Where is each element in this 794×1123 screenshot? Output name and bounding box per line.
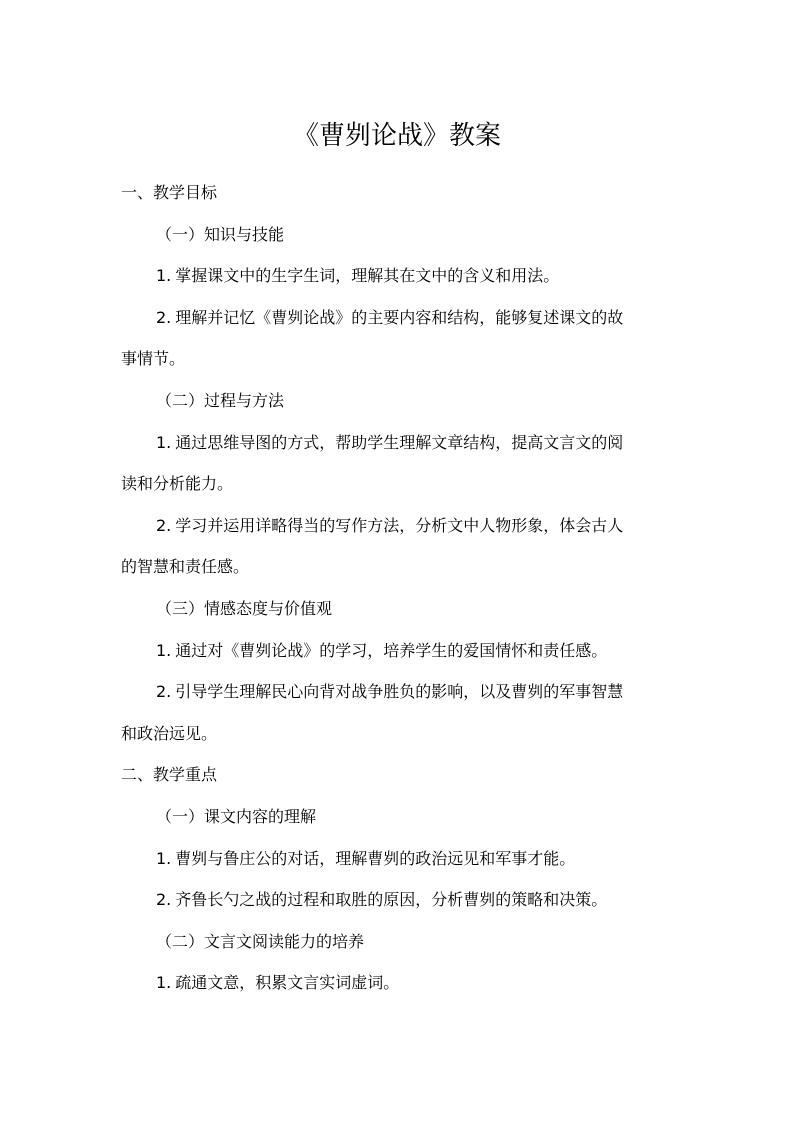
list-item [156, 306, 681, 330]
list-item [156, 514, 681, 538]
item-text-continuation: 读和分析能力。 [121, 474, 234, 493]
item-number: 2. [156, 890, 172, 909]
item-text: 引导学生理解民心向背对战争胜负的影响，以及曹刿的军事智慧 [175, 682, 624, 701]
item-text: 疏通文意，积累文言实词虚词。 [175, 973, 400, 992]
list-item [156, 264, 681, 288]
item-text: 曹刿与鲁庄公的对话，理解曹刿的政治远见和军事才能。 [175, 849, 576, 868]
item-text: 通过思维导图的方式，帮助学生理解文章结构，提高文言文的阅 [175, 433, 624, 452]
item-number: 2. [156, 308, 172, 327]
item-number: 2. [156, 516, 172, 535]
subsection-heading-values: （三）情感态度与价值观 [156, 599, 333, 618]
item-number: 1. [156, 641, 172, 660]
document-title: 《曹刿论战》教案 [292, 121, 501, 151]
section-heading-objectives: 一、教学目标 [121, 183, 218, 202]
subsection-heading-classical-reading: （二）文言文阅读能力的培养 [156, 932, 365, 951]
subsection-heading-knowledge-skills: （一）知识与技能 [156, 225, 285, 244]
item-text: 通过对《曹刿论战》的学习，培养学生的爱国情怀和责任感。 [175, 641, 608, 660]
section-heading-key-points: 二、教学重点 [121, 765, 218, 784]
item-text-continuation: 事情节。 [121, 349, 186, 368]
item-text: 掌握课文中的生字生词，理解其在文中的含义和用法。 [175, 266, 560, 285]
list-item [156, 971, 681, 995]
list-item [156, 680, 681, 704]
list-item [156, 639, 681, 663]
item-text: 理解并记忆《曹刿论战》的主要内容和结构，能够复述课文的故 [175, 308, 624, 327]
item-text: 学习并运用详略得当的写作方法，分析文中人物形象，体会古人 [175, 516, 624, 535]
item-number: 1. [156, 266, 172, 285]
item-text-continuation: 的智慧和责任感。 [121, 557, 250, 576]
item-number: 1. [156, 973, 172, 992]
item-text: 齐鲁长勺之战的过程和取胜的原因，分析曹刿的策略和决策。 [175, 890, 608, 909]
item-number: 2. [156, 682, 172, 701]
item-text-continuation: 和政治远见。 [121, 724, 218, 743]
list-item [156, 847, 681, 871]
item-number: 1. [156, 433, 172, 452]
list-item [156, 431, 681, 455]
subsection-heading-text-understanding: （一）课文内容的理解 [156, 807, 317, 826]
item-number: 1. [156, 849, 172, 868]
list-item [156, 888, 681, 912]
subsection-heading-process-methods: （二）过程与方法 [156, 391, 285, 410]
